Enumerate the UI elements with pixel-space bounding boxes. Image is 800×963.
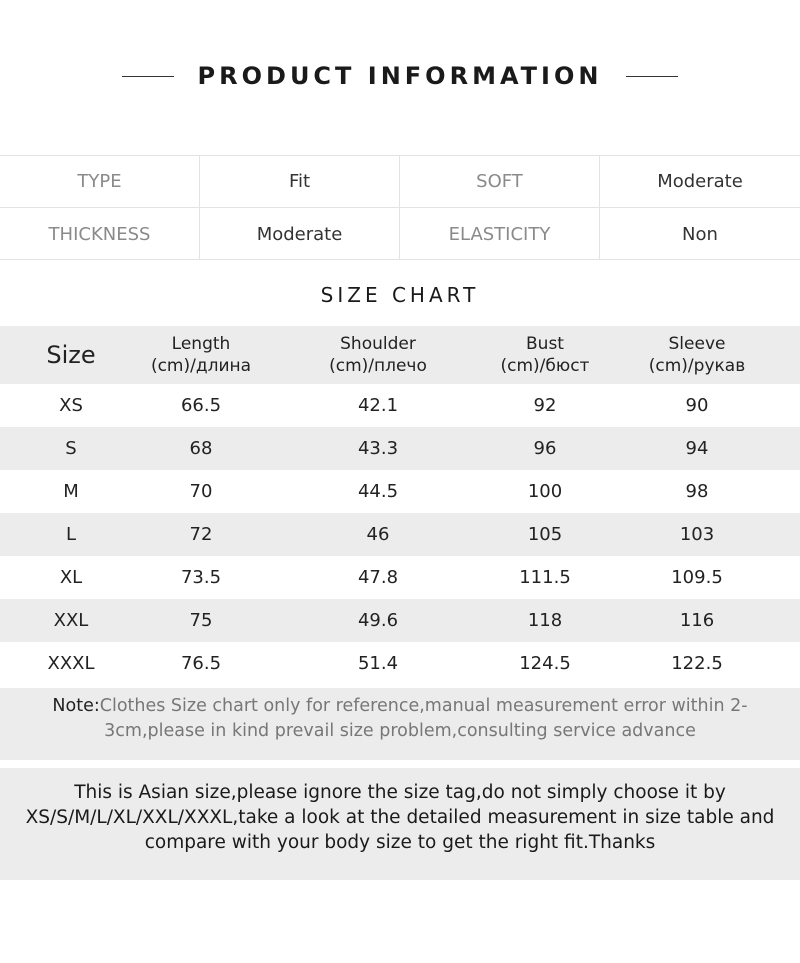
cell-length: 75	[189, 610, 213, 631]
size-note	[0, 688, 800, 760]
cell-length: 68	[189, 438, 213, 459]
cell-length: 73.5	[180, 567, 222, 588]
size-chart-title: SIZE CHART	[320, 283, 480, 307]
cell-shoulder: 42.1	[357, 395, 399, 416]
header-sleeve-name: Sleeve	[668, 334, 726, 354]
cell-shoulder: 44.5	[357, 481, 399, 502]
table-row	[0, 513, 800, 556]
header-rule-left	[122, 76, 174, 77]
header-shoulder-name: Shoulder	[340, 334, 416, 354]
cell-sleeve: 122.5	[671, 653, 723, 674]
header-sleeve	[594, 333, 800, 377]
cell-bust: 92	[533, 395, 557, 416]
cell-bust: 118	[527, 610, 563, 631]
size-chart-table	[0, 326, 800, 685]
note-text: Clothes Size chart only for reference,manual measurement error within 2-3cm,please in kind prevail size problem,consulting service advance	[99, 696, 748, 741]
header-length-name: Length	[171, 334, 231, 354]
asian-size-notice-text: This is Asian size,please ignore the size tag,do not simply choose it by XS/S/M/L/XL/XXL/XXXL,take a look at the detailed measurement in size table and compare with your body size to get the right fit.Thanks	[25, 782, 775, 853]
cell-shoulder: 47.8	[357, 567, 399, 588]
cell-size: XS	[59, 395, 83, 416]
page-title: PRODUCT INFORMATION	[197, 62, 603, 90]
cell-size: XXL	[53, 610, 89, 631]
cell-size: S	[65, 438, 77, 459]
header-shoulder	[260, 333, 496, 377]
table-row	[0, 642, 800, 685]
note-label: Note:	[52, 696, 100, 716]
table-row	[0, 470, 800, 513]
info-value-thickness: Moderate	[200, 208, 400, 260]
cell-bust: 100	[527, 481, 563, 502]
cell-length: 72	[189, 524, 213, 545]
cell-bust: 124.5	[519, 653, 571, 674]
asian-size-notice	[0, 768, 800, 880]
cell-size: M	[63, 481, 79, 502]
product-info-table	[0, 155, 800, 260]
header-size: Size	[46, 341, 96, 369]
header-length	[142, 333, 260, 377]
cell-shoulder: 51.4	[357, 653, 399, 674]
page-header	[0, 52, 800, 100]
info-label-thickness: THICKNESS	[0, 208, 200, 260]
info-value-soft: Moderate	[600, 156, 800, 208]
cell-size: XL	[59, 567, 83, 588]
cell-sleeve: 90	[685, 395, 709, 416]
cell-size: L	[65, 524, 77, 545]
info-label-elasticity: ELASTICITY	[400, 208, 600, 260]
size-chart-header-row	[0, 326, 800, 384]
cell-length: 66.5	[180, 395, 222, 416]
cell-bust: 96	[533, 438, 557, 459]
header-length-unit: (cm)/длина	[150, 356, 252, 376]
info-value-type: Fit	[200, 156, 400, 208]
cell-length: 76.5	[180, 653, 222, 674]
cell-sleeve: 116	[679, 610, 715, 631]
table-row	[0, 427, 800, 470]
cell-sleeve: 103	[679, 524, 715, 545]
cell-shoulder: 46	[366, 524, 390, 545]
header-rule-right	[626, 76, 678, 77]
info-value-elasticity: Non	[682, 223, 718, 245]
cell-sleeve: 98	[685, 481, 709, 502]
table-row	[0, 599, 800, 642]
cell-length: 70	[189, 481, 213, 502]
cell-shoulder: 43.3	[357, 438, 399, 459]
header-bust	[496, 333, 594, 377]
cell-size: XXXL	[47, 653, 95, 674]
table-row	[0, 556, 800, 599]
header-shoulder-unit: (cm)/плечо	[329, 356, 427, 376]
header-bust-unit: (cm)/бюст	[500, 356, 590, 376]
cell-shoulder: 49.6	[357, 610, 399, 631]
cell-sleeve: 109.5	[671, 567, 723, 588]
table-row	[0, 384, 800, 427]
header-bust-name: Bust	[526, 334, 564, 354]
cell-bust: 105	[527, 524, 563, 545]
info-label-type: TYPE	[0, 156, 200, 208]
cell-sleeve: 94	[685, 438, 709, 459]
cell-bust: 111.5	[519, 567, 571, 588]
header-sleeve-unit: (cm)/рукав	[648, 356, 746, 376]
info-label-soft: SOFT	[400, 156, 600, 208]
